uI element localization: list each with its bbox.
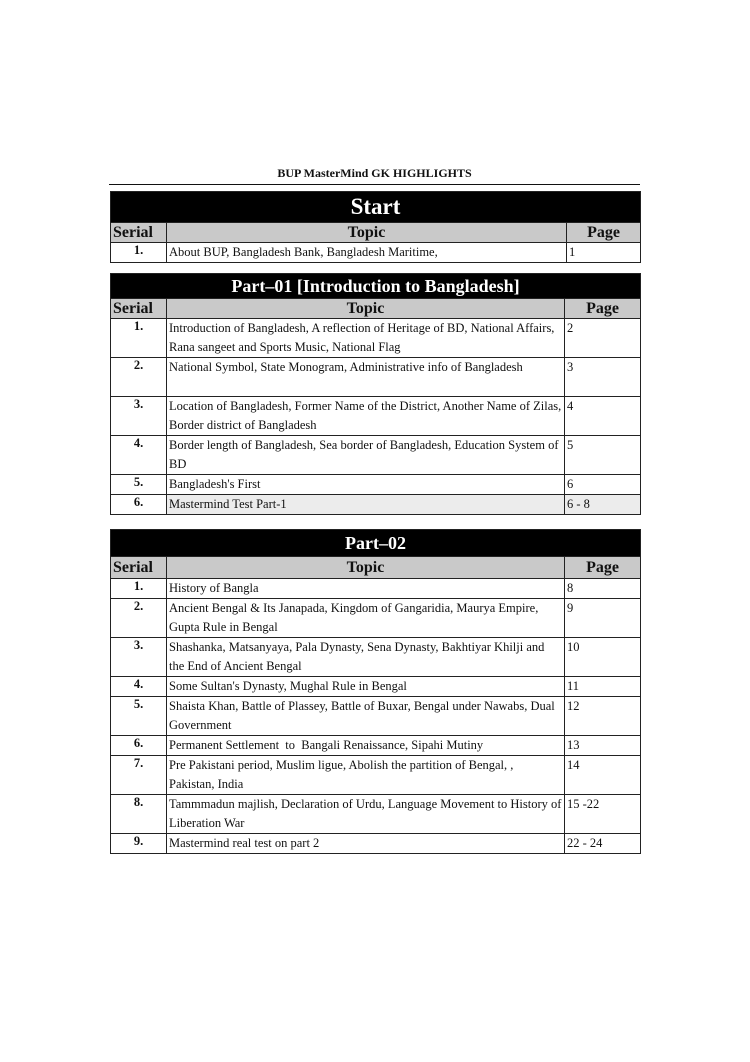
row-topic: Bangladesh's First: [167, 475, 565, 495]
table-row: [111, 599, 641, 638]
row-page: 22 - 24: [565, 834, 641, 854]
table-row: [111, 795, 641, 834]
row-page: 8: [565, 579, 641, 599]
row-serial: 4.: [111, 677, 167, 697]
serial-header: Serial: [111, 557, 167, 579]
page-header: Page: [567, 223, 641, 243]
topic-header: Topic: [167, 299, 565, 319]
section-title-row: [111, 530, 641, 557]
row-page: 9: [565, 599, 641, 638]
topic-header: Topic: [167, 557, 565, 579]
row-topic: Permanent Settlement to Bangali Renaissance, Sipahi Mutiny: [167, 736, 565, 756]
table-row: [111, 638, 641, 677]
row-topic: Shashanka, Matsanyaya, Pala Dynasty, Sena Dynasty, Bakhtiyar Khilji and the End of Ancient Bengal: [167, 638, 565, 677]
row-topic: Tammmadun majlish, Declaration of Urdu, Language Movement to History of Liberation War: [167, 795, 565, 834]
row-serial: 6.: [111, 736, 167, 756]
row-page: 5: [565, 436, 641, 475]
row-topic: Border length of Bangladesh, Sea border of Bangladesh, Education System of BD: [167, 436, 565, 475]
page-header: Page: [565, 557, 641, 579]
row-serial: 4.: [111, 436, 167, 475]
table-row: [111, 397, 641, 436]
column-header-row: [111, 223, 641, 243]
row-topic: Mastermind real test on part 2: [167, 834, 565, 854]
row-topic: Pre Pakistani period, Muslim ligue, Abolish the partition of Bengal, , Pakistan, India: [167, 756, 565, 795]
row-topic: Introduction of Bangladesh, A reflection of Heritage of BD, National Affairs, Rana sangeet and Sports Music, National Flag: [167, 319, 565, 358]
row-page: 10: [565, 638, 641, 677]
row-page: 2: [565, 319, 641, 358]
topic-header: Topic: [167, 223, 567, 243]
row-serial: 1.: [111, 319, 167, 358]
row-topic: History of Bangla: [167, 579, 565, 599]
table-row: [111, 475, 641, 495]
row-topic: National Symbol, State Monogram, Administrative info of Bangladesh: [167, 358, 565, 397]
table-row: [111, 495, 641, 515]
row-serial: 7.: [111, 756, 167, 795]
section-title: Start: [111, 192, 641, 223]
section-title-row: [111, 274, 641, 299]
row-page: 6 - 8: [565, 495, 641, 515]
row-page: 3: [565, 358, 641, 397]
row-serial: 8.: [111, 795, 167, 834]
row-page: 13: [565, 736, 641, 756]
row-serial: 3.: [111, 397, 167, 436]
row-topic: Shaista Khan, Battle of Plassey, Battle of Buxar, Bengal under Nawabs, Dual Government: [167, 697, 565, 736]
row-page: 15 -22: [565, 795, 641, 834]
row-page: 14: [565, 756, 641, 795]
row-serial: 3.: [111, 638, 167, 677]
row-serial: 2.: [111, 599, 167, 638]
page-header: Page: [565, 299, 641, 319]
table-row: [111, 243, 641, 263]
table-row: [111, 579, 641, 599]
table-row: [111, 756, 641, 795]
serial-header: Serial: [111, 299, 167, 319]
row-topic: Location of Bangladesh, Former Name of the District, Another Name of Zilas, Border district of Bangladesh: [167, 397, 565, 436]
document-header: BUP MasterMind GK HIGHLIGHTS: [109, 166, 640, 185]
table-row: [111, 677, 641, 697]
row-page: 6: [565, 475, 641, 495]
row-topic: About BUP, Bangladesh Bank, Bangladesh Maritime,: [167, 243, 567, 263]
row-page: 11: [565, 677, 641, 697]
table-row: [111, 736, 641, 756]
column-header-row: [111, 557, 641, 579]
serial-header: Serial: [111, 223, 167, 243]
row-serial: 5.: [111, 697, 167, 736]
row-serial: 9.: [111, 834, 167, 854]
table-row: [111, 834, 641, 854]
toc-table-part-01: [110, 273, 641, 515]
row-serial: 2.: [111, 358, 167, 397]
row-topic: Some Sultan's Dynasty, Mughal Rule in Bengal: [167, 677, 565, 697]
row-serial: 6.: [111, 495, 167, 515]
section-title: Part–01 [Introduction to Bangladesh]: [111, 274, 641, 299]
table-row: [111, 358, 641, 397]
table-row: [111, 319, 641, 358]
table-row: [111, 697, 641, 736]
section-title-row: [111, 192, 641, 223]
row-page: 1: [567, 243, 641, 263]
toc-table-start: [110, 191, 641, 263]
toc-table-part-02: [110, 529, 641, 854]
row-page: 12: [565, 697, 641, 736]
row-topic: Mastermind Test Part-1: [167, 495, 565, 515]
table-row: [111, 436, 641, 475]
row-serial: 1.: [111, 243, 167, 263]
row-topic: Ancient Bengal & Its Janapada, Kingdom of Gangaridia, Maurya Empire, Gupta Rule in Bengal: [167, 599, 565, 638]
section-title: Part–02: [111, 530, 641, 557]
row-serial: 5.: [111, 475, 167, 495]
row-page: 4: [565, 397, 641, 436]
column-header-row: [111, 299, 641, 319]
row-serial: 1.: [111, 579, 167, 599]
